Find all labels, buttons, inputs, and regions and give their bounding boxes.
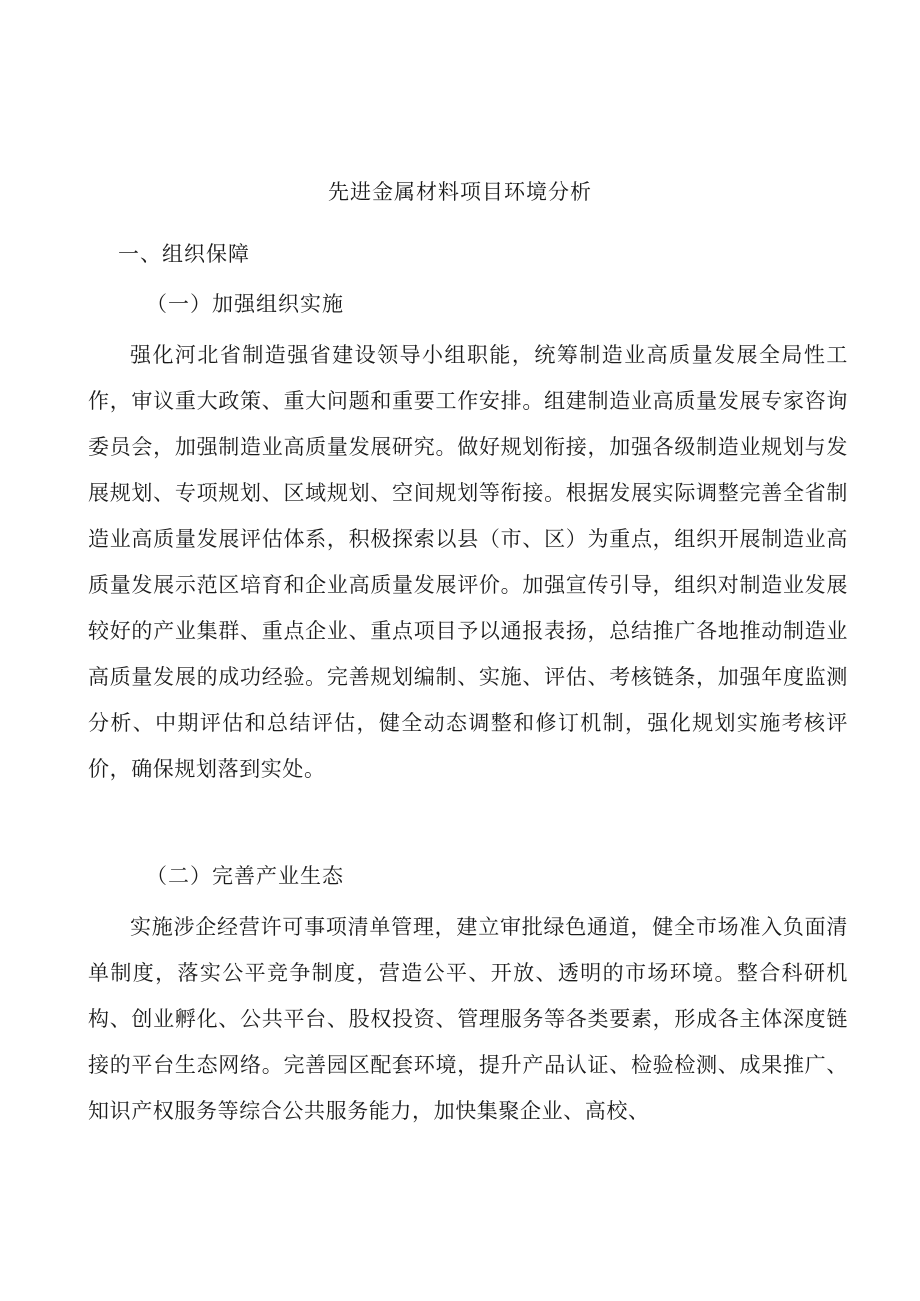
subsection-heading-implementation: （一）加强组织实施 bbox=[146, 292, 344, 316]
paragraph-ecosystem: 实施涉企经营许可事项清单管理，建立审批绿色通道，健全市场准入负面清单制度，落实公平竞争制度，营造公平、开放、透明的市场环境。整合科研机构、创业孵化、公共平台、股权投资、管理服务等各类要素，形成各主体深度链接的平台生态网络。完善园区配套环境，提升产品认证、检验检测、成果推广、知识产权服务等综合公共服务能力，加快集聚企业、高校、 bbox=[88, 915, 848, 1123]
document-title: 先进金属材料项目环境分析 bbox=[328, 180, 592, 204]
paragraph-implementation: 强化河北省制造强省建设领导小组职能，统筹制造业高质量发展全局性工作，审议重大政策、重大问题和重要工作安排。组建制造业高质量发展专家咨询委员会，加强制造业高质量发展研究。做好规划衔接，加强各级制造业规划与发展规划、专项规划、区域规划、空间规划等衔接。根据发展实际调整完善全省制造业高质量发展评估体系，积极探索以县（市、区）为重点，组织开展制造业高质量发展示范区培育和企业高质量发展评价。加强宣传引导，组织对制造业发展较好的产业集群、重点企业、重点项目予以通报表扬，总结推广各地推动制造业高质量发展的成功经验。完善规划编制、实施、评估、考核链条，加强年度监测分析、中期评估和总结评估，健全动态调整和修订机制，强化规划实施考核评价，确保规划落到实处。 bbox=[88, 343, 848, 781]
subsection-heading-ecosystem: （二）完善产业生态 bbox=[146, 864, 344, 888]
section-heading-organization: 一、组织保障 bbox=[118, 242, 250, 266]
